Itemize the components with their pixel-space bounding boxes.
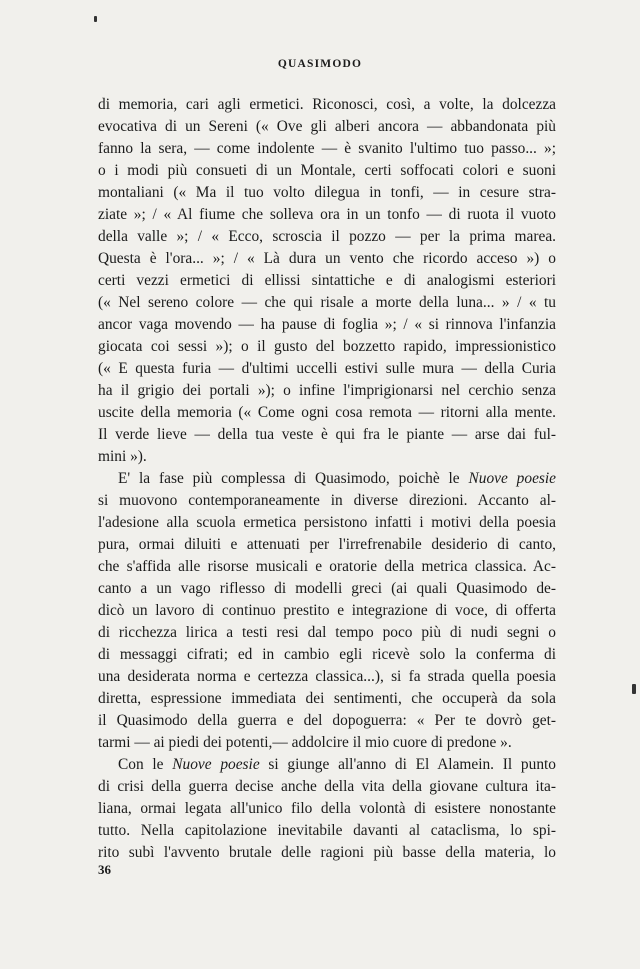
running-head: QUASIMODO	[277, 58, 363, 70]
text-line: di ricchezza lirica a testi resi dal tempo poco più di nudi segni o	[98, 624, 556, 641]
text-line: certi vezzi ermetici di ellissi sintattiche e di analogismi esteriori	[98, 272, 556, 289]
text-line: E' la fase più complessa di Quasimodo, poichè le Nuove poesie	[118, 470, 556, 487]
text-line: liana, ormai legata all'unico filo della volontà di esistere nonostante	[98, 800, 556, 817]
text-line: giocata coi sessi »); o il gusto del bozzetto rapido, impressionistico	[98, 338, 556, 355]
text-line: tarmi — ai piedi dei potenti,— addolcire il mio cuore di predone ».	[98, 734, 512, 751]
text-line: o i modi più consueti di un Montale, certi soffocati colori e suoni	[98, 162, 556, 179]
text-line: rito subì l'avvento brutale delle ragioni più basse della materia, lo	[98, 844, 556, 861]
text-line: Questa è l'ora... »; / « Là dura un vento che ricordo acceso ») o	[98, 250, 556, 267]
text-line: dicò un lavoro di continuo prestito e integrazione di voce, di offerta	[98, 602, 556, 619]
text-line: montaliani (« Ma il tuo volto dilegua in tonfi, — in cesure stra-	[98, 184, 556, 201]
paper-speck	[94, 16, 97, 22]
text-line: Con le Nuove poesie si giunge all'anno di El Alamein. Il punto	[118, 756, 556, 773]
paragraph-1	[98, 94, 556, 468]
text-line: il Quasimodo della guerra e del dopoguerra: « Per te dovrò get-	[98, 712, 556, 729]
paper-speck	[632, 684, 636, 694]
text-line: (« Nel sereno colore — che qui risale a morte della luna... » / « tu	[98, 294, 556, 311]
text-line: ancor vaga movendo — ha pause di foglia »; / « si rinnova l'infanzia	[98, 316, 556, 333]
page-number: 36	[98, 862, 111, 877]
body-text	[98, 94, 556, 864]
text-line: evocativa di un Sereni (« Ove gli alberi ancora — abbandonata più	[98, 118, 556, 135]
text-line: (« E questa furia — d'ultimi uccelli estivi sulle mura — della Curia	[98, 360, 556, 377]
text-line: pura, ormai diluiti e attenuati per l'irrefrenabile desiderio di canto,	[98, 536, 556, 553]
text-line: canto a un vago riflesso di modelli greci (ai quali Quasimodo de-	[98, 580, 556, 597]
text-line: della valle »; / « Ecco, scroscia il pozzo — per la prima marea.	[98, 228, 556, 245]
text-line: di memoria, cari agli ermetici. Riconosci, così, a volte, la dolcezza	[98, 96, 556, 113]
text-line: si muovono contemporaneamente in diverse direzioni. Accanto al-	[98, 492, 556, 509]
text-line: tutto. Nella capitolazione inevitabile davanti al cataclisma, lo spi-	[98, 822, 556, 839]
text-line: ha il grigio dei portali »); o infine l'imprigionarsi nel cerchio senza	[98, 382, 556, 399]
text-line: diretta, espressione immediata dei sentimenti, che occuperà da sola	[98, 690, 556, 707]
paragraph-3	[98, 754, 556, 864]
text-line: una desiderata norma e certezza classica...), si fa strada quella poesia	[98, 668, 556, 685]
text-line: fanno la sera, — come indolente — è svanito l'ultimo tuo passo... »;	[98, 140, 556, 157]
text-line: di messaggi cifrati; ed in cambio egli ricevè solo la conferma di	[98, 646, 556, 663]
text-line: mini »).	[98, 448, 147, 465]
text-line: ziate »; / « Al fiume che solleva ora in un tonfo — di ruota il vuoto	[98, 206, 556, 223]
text-line: l'adesione alla scuola ermetica persistono infatti i motivi della poesia	[98, 514, 556, 531]
text-line: Il verde lieve — della tua veste è qui fra le piante — arse dai ful-	[98, 426, 556, 443]
text-line: uscite della memoria (« Come ogni cosa remota — ritorni alla mente.	[98, 404, 556, 421]
text-line: di crisi della guerra decise anche della vita della giovane cultura ita-	[98, 778, 556, 795]
paragraph-2	[98, 468, 556, 754]
text-line: che s'affida alle risorse musicali e oratorie della metrica classica. Ac-	[98, 558, 556, 575]
